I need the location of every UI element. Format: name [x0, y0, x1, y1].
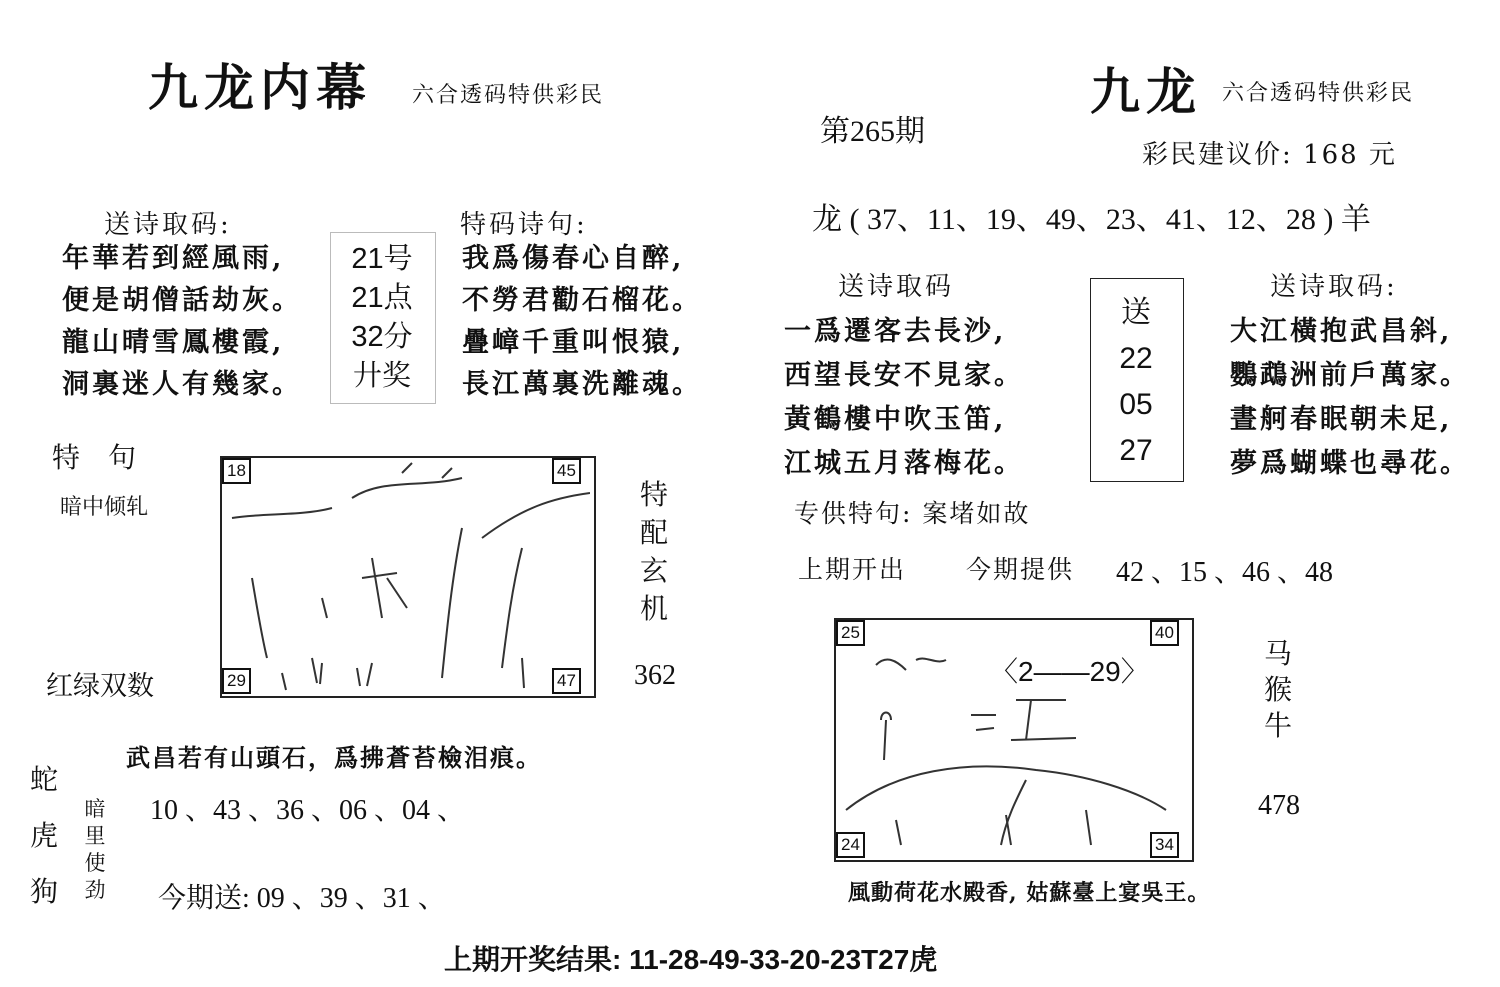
mid-item: 廾奖 [352, 360, 411, 392]
right-title: 九龙 [1090, 62, 1202, 121]
teju-text: 暗中倾轧 [60, 494, 149, 519]
right-price: 彩民建议价: 168 元 [1142, 140, 1397, 170]
right-picture-text: 〈2——29〉 [990, 656, 1149, 687]
left-numbers-line: 10 、43 、36 、06 、04 、 [150, 795, 466, 826]
right-subtitle: 六合透码特供彩民 [1222, 81, 1415, 106]
zodiac-item: 虎 [29, 819, 58, 852]
poem-line: 我爲傷春心自醉, [462, 243, 685, 274]
left-special-poem [462, 238, 702, 406]
dragon-line: 龙 ( 37、11、19、49、23、41、12、28 ) 羊 [812, 203, 1371, 236]
zodiac-item: 狗 [29, 875, 58, 908]
poem-line: 大江橫抱武昌斜, [1230, 316, 1453, 347]
right-corner-br: 34 [1150, 832, 1179, 858]
poem-line: 江城五月落梅花。 [784, 448, 1024, 479]
special-phrase: 专供特句: 案堵如故 [794, 499, 1031, 528]
mid-item: 32分 [351, 321, 413, 353]
hidden-char: 暗 [84, 797, 106, 821]
right-corner-tr: 40 [1150, 620, 1179, 646]
poem-line: 晝舸春眠朝未足, [1230, 404, 1453, 435]
poem-line: 夢爲蝴蝶也尋花。 [1230, 448, 1470, 479]
right-send-poem-header-2: 送诗取码: [1270, 272, 1398, 302]
side-zodiac: 猴 [1263, 673, 1292, 706]
poem-line: 黃鶴樓中吹玉笛, [784, 404, 1007, 435]
left-this-issue-line: 今期送: 09 、39 、31 、 [158, 883, 446, 914]
hidden-label [82, 796, 108, 904]
mid-item: 21点 [351, 282, 413, 314]
hidden-char: 劲 [84, 878, 106, 902]
issue-number: 第265期 [820, 115, 925, 148]
left-corner-bl: 29 [222, 668, 251, 694]
hidden-char: 使 [84, 851, 106, 875]
left-side-number: 362 [634, 660, 676, 691]
left-verse: 武昌若有山頭石，爲拂蒼苔檢泪痕。 [126, 743, 542, 772]
this-issue-label: 今期提供 [966, 555, 1075, 584]
left-corner-tr: 45 [552, 458, 581, 484]
poem-line: 洞裏迷人有幾家。 [62, 369, 302, 400]
left-special-poem-header: 特码诗句: [460, 210, 588, 240]
box-item: 05 [1119, 388, 1153, 421]
left-corner-tl: 18 [222, 458, 251, 484]
right-box-column [1090, 290, 1182, 474]
left-title: 九龙内幕 [148, 58, 372, 117]
poem-line: 便是胡僧話劫灰。 [62, 285, 302, 316]
teju-label: 特 句 [52, 441, 137, 474]
side-zodiac: 马 [1263, 637, 1292, 670]
last-issue-label: 上期开出 [798, 555, 907, 584]
right-side-number: 478 [1258, 790, 1300, 821]
left-mid-column [330, 240, 434, 396]
left-send-poem [62, 238, 302, 406]
left-corner-br: 47 [552, 668, 581, 694]
left-sketch [222, 458, 590, 692]
hidden-char: 里 [84, 824, 106, 848]
right-poem-1 [784, 310, 1024, 486]
box-item: 27 [1119, 434, 1153, 467]
poem-line: 疊嶂千重叫恨猿, [462, 327, 685, 358]
left-send-poem-header: 送诗取码: [104, 210, 232, 240]
red-green-label: 红绿双数 [46, 671, 154, 701]
right-side-vertical [1262, 636, 1294, 744]
side-zodiac: 牛 [1263, 709, 1292, 742]
left-subtitle: 六合透码特供彩民 [412, 83, 605, 108]
poem-line: 不勞君勸石榴花。 [462, 285, 702, 316]
poem-line: 鸚鵡洲前戶萬家。 [1230, 360, 1470, 391]
zodiac-item: 蛇 [29, 763, 58, 796]
poem-line: 年華若到經風雨, [62, 243, 285, 274]
right-caption: 風動荷花水殿香, 姑蘇臺上宴吳王。 [848, 880, 1211, 906]
box-item: 22 [1119, 342, 1153, 375]
last-result: 上期开奖结果: 11-28-49-33-20-23T27虎 [444, 944, 938, 975]
zodiac-vertical [28, 752, 60, 920]
right-poem-2 [1230, 310, 1470, 486]
poem-line: 西望長安不見家。 [784, 360, 1024, 391]
poem-line: 長江萬裏洗離魂。 [462, 369, 702, 400]
right-corner-bl: 24 [836, 832, 865, 858]
right-corner-tl: 25 [836, 620, 865, 646]
poem-line: 龍山晴雪鳳樓霞, [62, 327, 285, 358]
right-send-poem-header-1: 送诗取码 [838, 272, 955, 302]
this-issue-numbers: 42 、15 、46 、48 [1116, 557, 1334, 588]
left-side-vertical: 特配玄机 [639, 478, 668, 625]
mid-item: 21号 [351, 243, 413, 275]
box-item: 送 [1121, 296, 1151, 329]
poem-line: 一爲遷客去長沙, [784, 316, 1007, 347]
